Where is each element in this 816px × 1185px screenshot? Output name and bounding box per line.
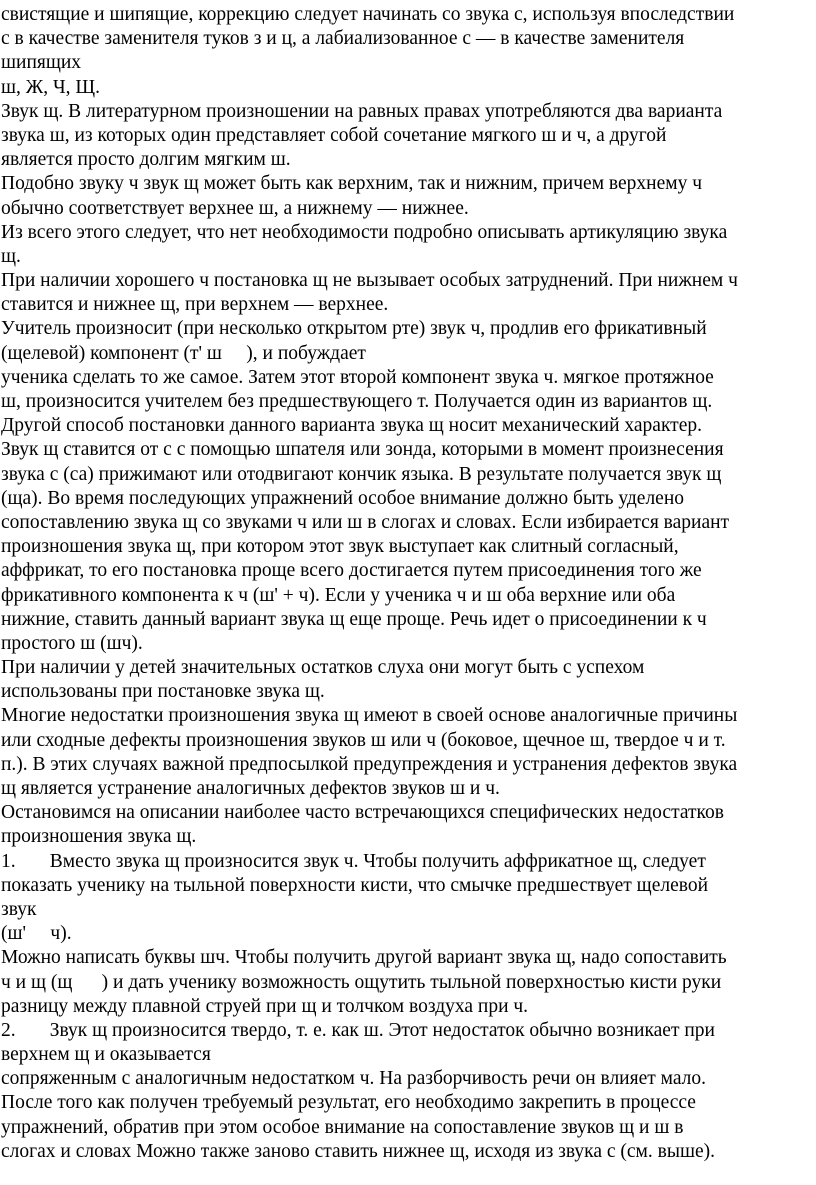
text-line: или сходные дефекты произношения звуков ш или ч (боковое, щечное ш, твердое ч и т.: [1, 729, 726, 751]
text-line: сопоставлению звука щ со звуками ч или ш в слогах и словах. Если избирается вариант: [1, 511, 730, 533]
text-line: Звук щ ставится от с с помощью шпателя или зонда, которыми в момент произнесения: [1, 439, 724, 461]
text-line: ученика сделать то же самое. Затем этот второй компонент звука ч. мягкое протяжное: [1, 366, 714, 388]
text-line: (щелевой) компонент (т' ш ), и побуждает: [1, 342, 366, 364]
text-line: 1. Вместо звука щ произносится звук ч. Чтобы получить аффрикатное щ, следует: [1, 850, 706, 872]
text-line: (ш' ч).: [1, 923, 72, 945]
text-line: ш, произносится учителем без предшествующего т. Получается один из вариантов щ.: [1, 391, 713, 412]
text-line: Из всего этого следует, что нет необходимости подробно описывать артикуляцию звука: [1, 221, 728, 243]
text-line: обычно соответствует верхнее ш, а нижнему — нижнее.: [1, 197, 469, 219]
text-line: произношения звука щ.: [1, 826, 197, 848]
text-line: свистящие и шипящие, коррекцию следует начинать со звука с, используя впоследствии: [1, 4, 735, 25]
text-line: п.). В этих случаях важной предпосылкой предупреждения и устранения дефектов звука: [1, 753, 738, 775]
text-line: показать ученику на тыльной поверхности кисти, что смычке предшествует щелевой: [1, 874, 708, 896]
text-line: использованы при постановке звука щ.: [1, 681, 325, 703]
text-line: с в качестве заменителя туков з и ц, а лабиализованное с — в качестве заменителя: [1, 28, 685, 50]
text-line: верхнем щ и оказывается: [1, 1044, 211, 1066]
text-line: упражнений, обратив при этом особое внимание на сопоставление звуков щ и ш в: [1, 1116, 684, 1138]
text-line: простого ш (шч).: [1, 632, 143, 654]
text-line: Остановимся на описании наиболее часто встречающихся специфических недостатков: [1, 802, 724, 824]
text-line: фрикативного компонента к ч (ш' + ч). Если у ученика ч и ш оба верхние или оба: [1, 584, 676, 606]
text-line: нижние, ставить данный вариант звука щ еще проще. Речь идет о присоединении к ч: [1, 608, 707, 630]
text-line: 2. Звук щ произносится твердо, т. е. как ш. Этот недостаток обычно возникает при: [1, 1019, 715, 1041]
text-line: щ является устранение аналогичных дефектов звуков ш и ч.: [1, 778, 500, 799]
text-line: слогах и словах Можно также заново ставить нижнее щ, исходя из звука с (см. выше).: [1, 1140, 715, 1162]
text-line: Можно написать буквы шч. Чтобы получить другой вариант звука щ, надо сопоставить: [1, 947, 727, 969]
text-line: звука ш, из которых один представляет собой сочетание мягкого ш и ч, а другой: [1, 124, 667, 146]
text-line: разницу между плавной струей при щ и толчком воздуха при ч.: [1, 995, 529, 1017]
text-line: Звук щ. В литературном произношении на равных правах употребляются два варианта: [1, 100, 723, 122]
text-line: является просто долгим мягким ш.: [1, 149, 291, 171]
text-line: При наличии у детей значительных остатков слуха они могут быть с успехом: [1, 657, 645, 679]
text-line: произношения звука щ, при котором этот звук выступает как слитный согласный,: [1, 536, 679, 558]
text-line: ш, Ж, Ч, Щ.: [1, 76, 100, 98]
text-line: ч и щ (щ ) и дать ученику возможность ощутить тыльной поверхностью кисти руки: [1, 971, 722, 993]
text-line: Подобно звуку ч звук щ может быть как верхним, так и нижним, причем верхнему ч: [1, 173, 703, 195]
text-line: щ.: [1, 245, 21, 267]
text-line: Другой способ постановки данного варианта звука щ носит механический характер.: [1, 415, 702, 437]
text-line: звука с (са) прижимают или отодвигают кончик языка. В результате получается звук щ: [1, 463, 722, 485]
text-line: аффрикат, то его постановка проще всего достигается путем присоединения того же: [1, 560, 702, 582]
text-line: При наличии хорошего ч постановка щ не вызывает особых затруднений. При нижнем ч: [1, 270, 738, 292]
text-line: ставится и нижнее щ, при верхнем — верхнее.: [1, 294, 389, 316]
text-line: Многие недостатки произношения звука щ имеют в своей основе аналогичные причины: [1, 705, 738, 727]
text-line: звук: [1, 898, 37, 920]
text-line: Учитель произносит (при несколько открытом рте) звук ч, продлив его фрикативный: [1, 318, 707, 340]
text-line: После того как получен требуемый результат, его необходимо закрепить в процессе: [1, 1092, 696, 1114]
text-line: шипящих: [1, 52, 82, 74]
text-line: (ща). Во время последующих упражнений особое внимание должно быть уделено: [1, 487, 685, 509]
text-line: сопряженным с аналогичным недостатком ч. На разборчивость речи он влияет мало.: [1, 1068, 707, 1090]
